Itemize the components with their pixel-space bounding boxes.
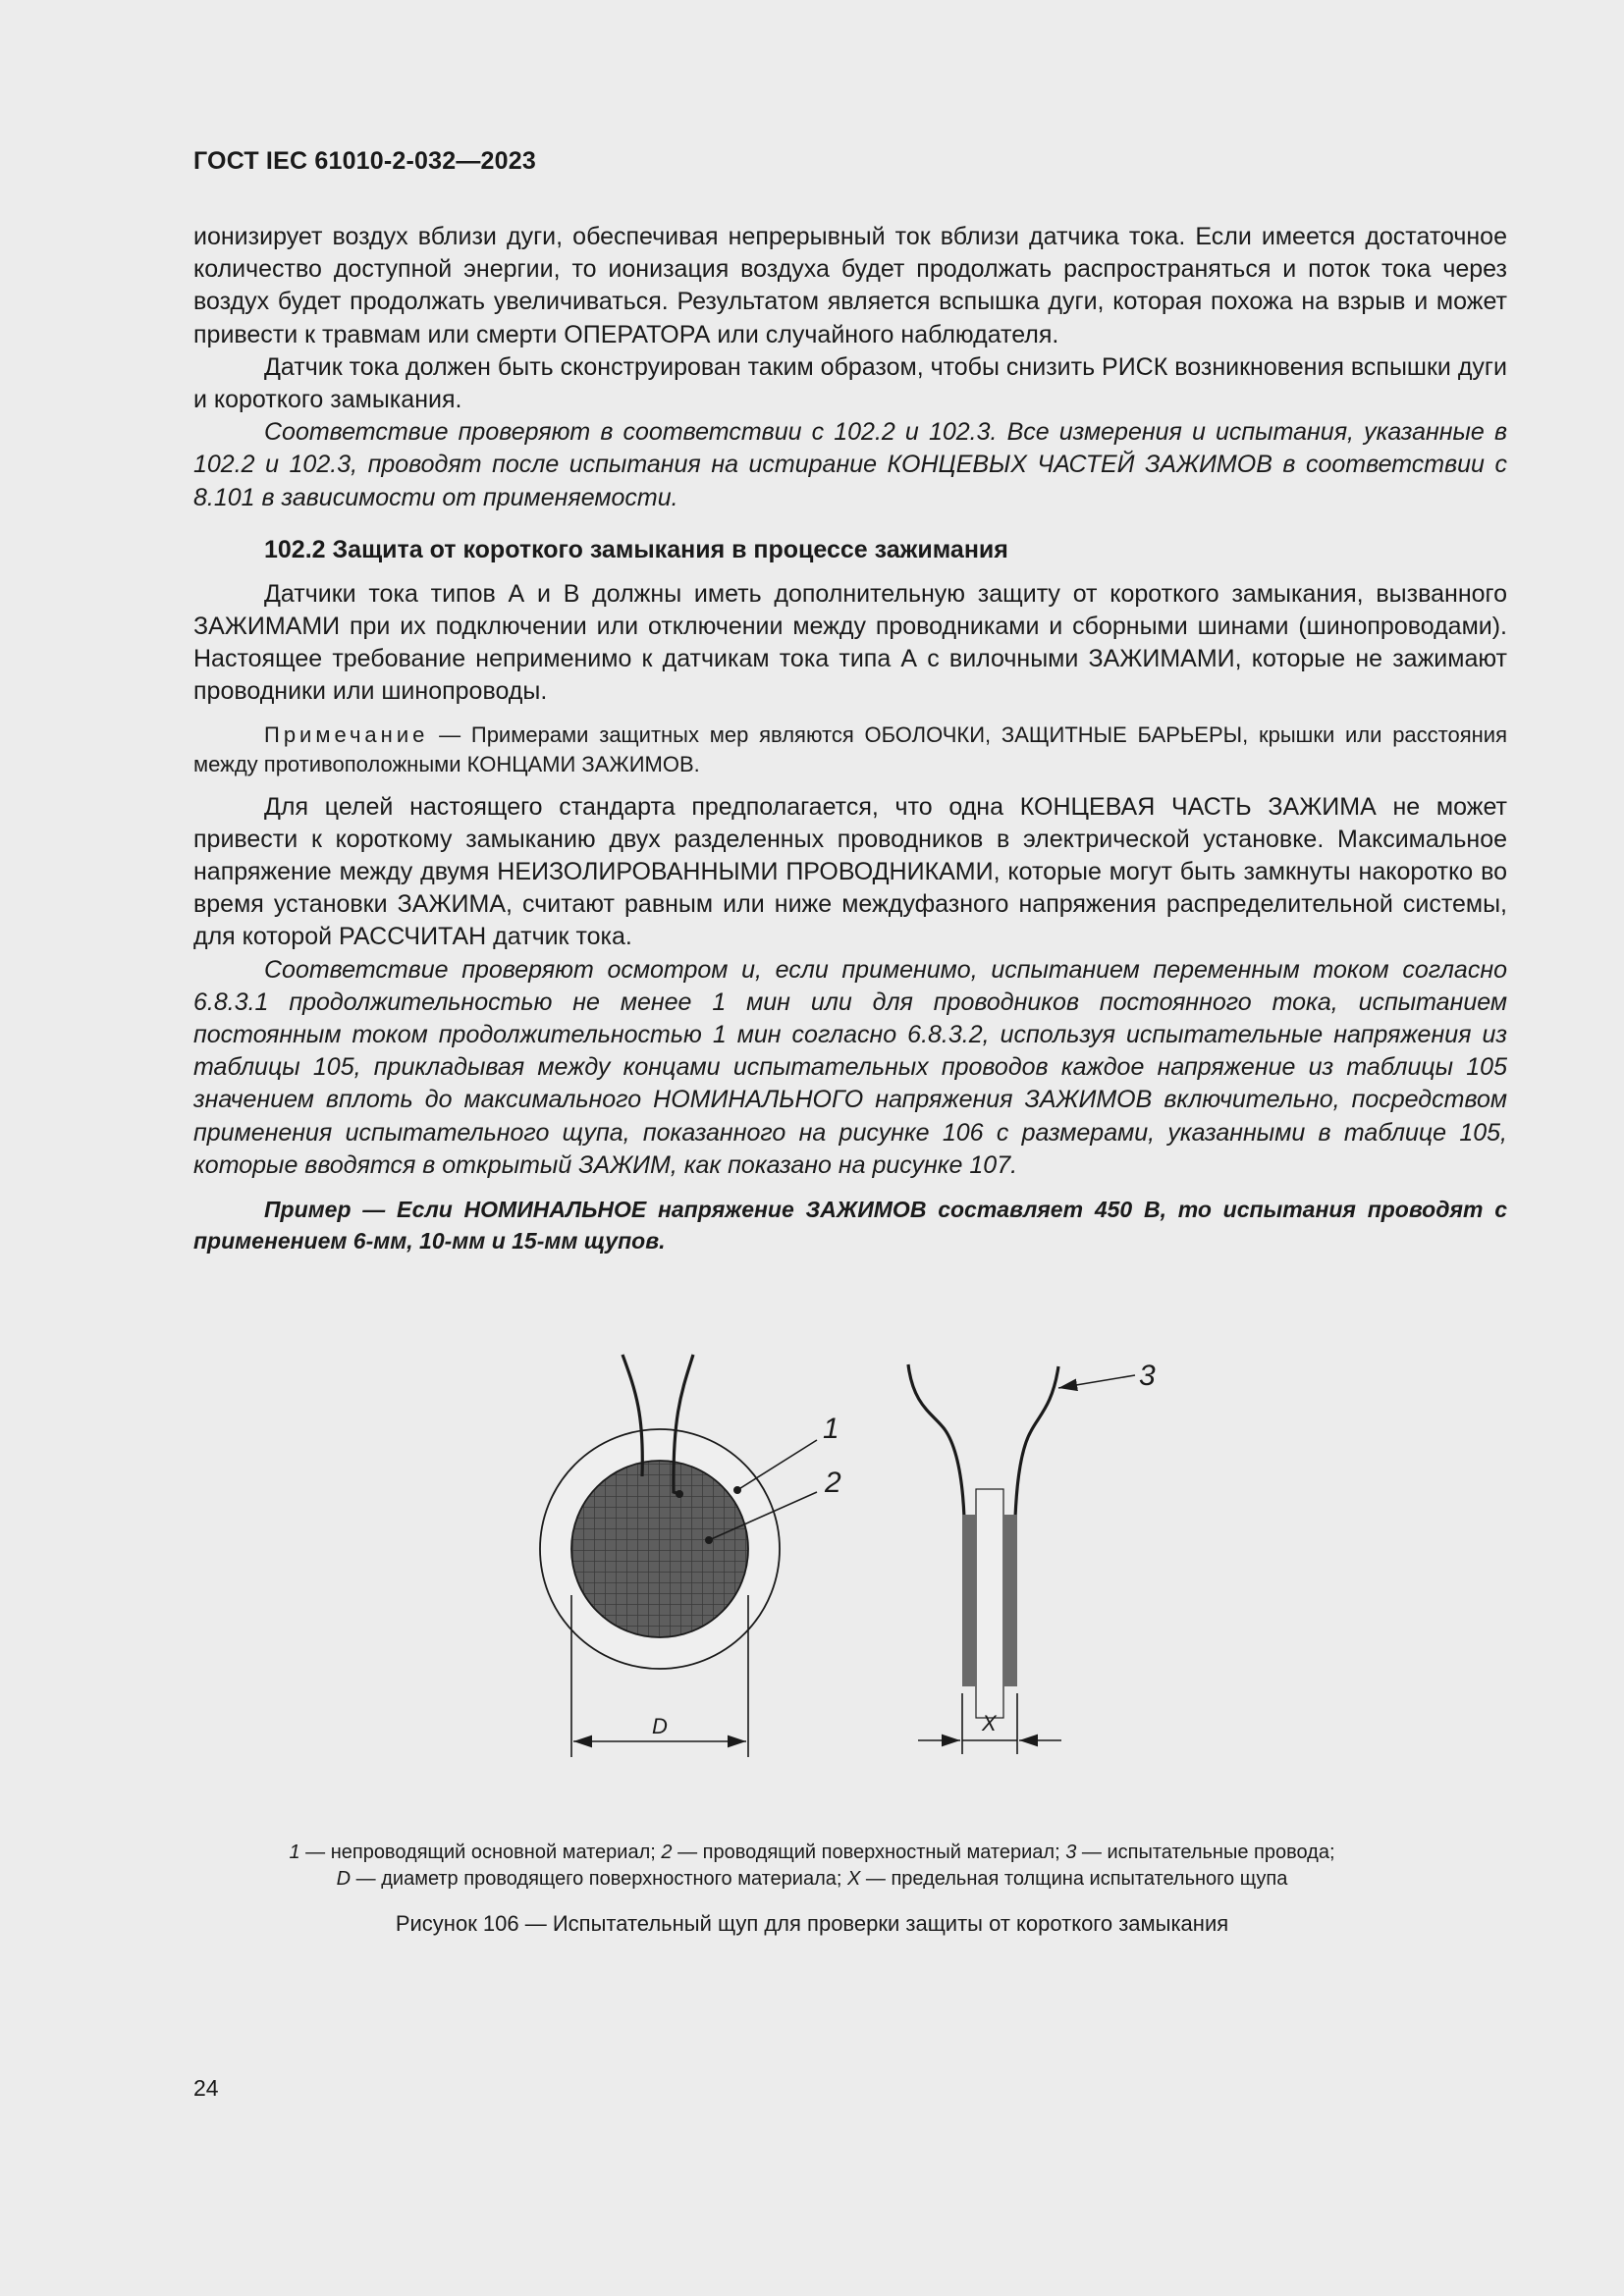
side-plate-right	[1003, 1515, 1017, 1686]
legend-text-x: — предельная толщина испытательного щупа	[860, 1868, 1288, 1890]
legend-key-d: D	[336, 1868, 352, 1890]
note-text: — Примерами защитных мер являются ОБОЛОЧКИ, ЗАЩИТНЫЕ БАРЬЕРЫ, крышки или расстояния между противоположными КОНЦАМИ ЗАЖИМОВ.	[193, 721, 1507, 776]
probe-conductive-surface	[571, 1461, 748, 1637]
example-paragraph: Пример — Если НОМИНАЛЬНОЕ напряжение ЗАЖИМОВ составляет 450 В, то испытания проводят с применением 6-мм, 10-мм и 15-мм щупов.	[193, 1197, 1507, 1255]
paragraph-compliance-check: Соответствие проверяют в соответствии с 102.2 и 102.3. Все измерения и испытания, указанные в 102.2 и 102.3, проводят после испытания на истирание КОНЦЕВЫХ ЧАСТЕЙ ЗАЖИМОВ в соответствии с 8.101 в зависимости от применяемости.	[193, 418, 1507, 511]
side-lead-left	[908, 1364, 964, 1518]
figure-test-probe	[0, 1345, 1624, 1777]
page-body	[193, 147, 1507, 1256]
page-number: 24	[193, 2075, 219, 2101]
legend-line-1	[0, 1840, 1624, 1866]
legend-text-d: — диаметр проводящего поверхностного материала;	[351, 1868, 848, 1890]
legend-key-x: X	[847, 1868, 861, 1890]
paragraph-compliance-test: Соответствие проверяют осмотром и, если применимо, испытанием переменным током согласно 6.8.3.1 продолжительностью не менее 1 мин или для проводников постоянного тока, испытанием постоянным током продолжительностью 1 мин согласно 6.8.3.2, используя испытательные напряжения из таблицы 105, прикладывая между концами испытательных проводов каждое напряжение из таблицы 105 значением вплоть до максимального НОМИНАЛЬНОГО напряжения ЗАЖИМОВ включительно, посредством применения испытательного щупа, показанного на рисунке 106 с размерами, указанными в таблице 105, которые вводятся в открытый ЗАЖИМ, как показано на рисунке 107.	[193, 955, 1507, 1179]
paragraph-protection-requirement: Датчики тока типов А и В должны иметь дополнительную защиту от короткого замыкания, вызванного ЗАЖИМАМИ при их подключении или отключении между проводниками и сборными шинами (шинопроводами). Настоящее требование неприменимо к датчикам тока типа А с вилочными ЗАЖИМАМИ, которые не зажимают проводники или шинопроводы.	[193, 579, 1507, 706]
dim-x-label: X	[982, 1711, 997, 1735]
paragraph-sensor-design: Датчик тока должен быть сконструирован таким образом, чтобы снизить РИСК возникновения вспышки дуги и короткого замыкания.	[193, 352, 1507, 414]
lead-3-leader	[1058, 1375, 1135, 1388]
document-header: ГОСТ IEC 61010-2-032—2023	[193, 147, 536, 175]
side-lead-right	[1015, 1366, 1058, 1518]
probe-front-view	[540, 1355, 841, 1757]
note	[193, 721, 1507, 779]
probe-side-view	[908, 1360, 1156, 1754]
legend-text-2: — проводящий поверхностный материал;	[672, 1842, 1066, 1863]
legend-line-2	[0, 1866, 1624, 1893]
legend-key-2: 2	[661, 1842, 673, 1863]
label-3: 3	[1139, 1360, 1156, 1392]
figure-caption: Рисунок 106 — Испытательный щуп для проверки защиты от короткого замыкания	[395, 1911, 1229, 1936]
legend-text-3: — испытательные провода;	[1076, 1842, 1335, 1863]
label-1: 1	[823, 1413, 839, 1445]
legend-key-1: 1	[289, 1842, 300, 1863]
note-label: Примечание	[264, 721, 429, 747]
paragraph-ionization: ионизирует воздух вблизи дуги, обеспечивая непрерывный ток вблизи датчика тока. Если имеется достаточное количество доступной энергии, то ионизация воздуха будет продолжать распространяться и поток тока через воздух будет продолжать увеличиваться. Результатом является вспышка дуги, которая похожа на взрыв и может привести к травмам или смерти ОПЕРАТОРА или случайного наблюдателя.	[193, 223, 1507, 348]
label-2: 2	[825, 1467, 841, 1499]
section-heading: 102.2 Защита от короткого замыкания в процессе зажимания	[264, 535, 1008, 563]
label-1-leader	[737, 1440, 817, 1490]
figure-legend	[0, 1840, 1624, 1893]
paragraph-standard-assumption: Для целей настоящего стандарта предполагается, что одна КОНЦЕВАЯ ЧАСТЬ ЗАЖИМА не может привести к короткому замыканию двух разделенных проводников в электрической установке. Максимальное напряжение между двумя НЕИЗОЛИРОВАННЫМИ ПРОВОДНИКАМИ, которые могут быть замкнуты накоротко во время установки ЗАЖИМА, считают равным или ниже междуфазного напряжения распределительной системы, для которой РАССЧИТАН датчик тока.	[193, 792, 1507, 951]
legend-text-1: — непроводящий основной материал;	[299, 1842, 662, 1863]
side-base-outline	[976, 1489, 1003, 1718]
legend-key-3: 3	[1065, 1842, 1077, 1863]
side-plate-left	[962, 1515, 976, 1686]
dim-d-label: D	[652, 1714, 668, 1738]
lead-contact-dot	[676, 1490, 683, 1498]
